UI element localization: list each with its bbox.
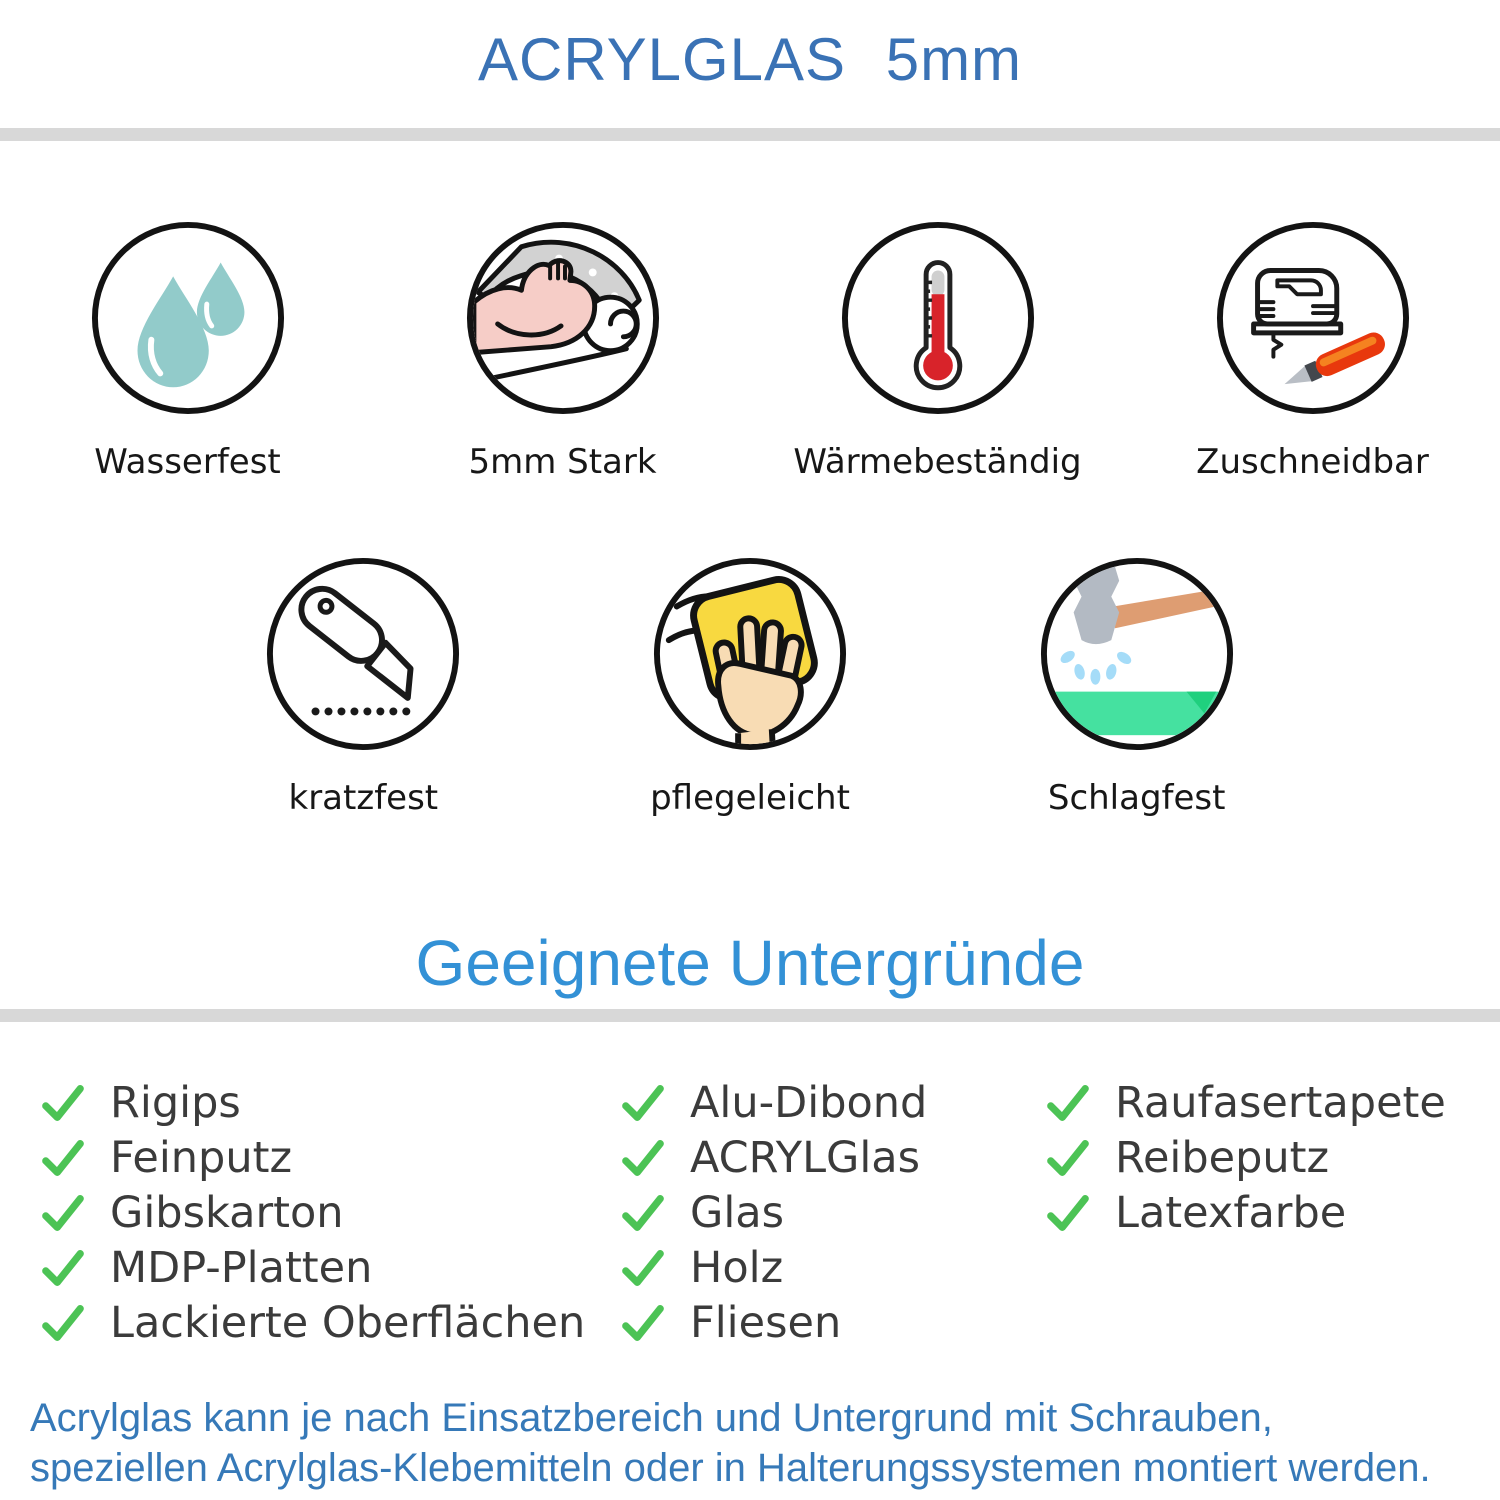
checkmark-icon bbox=[620, 1300, 666, 1346]
feature-label: Wärmebeständig bbox=[793, 442, 1082, 482]
substrate-label: Feinputz bbox=[110, 1133, 293, 1184]
feature-pflegeleicht bbox=[557, 555, 944, 819]
checkmark-icon bbox=[620, 1080, 666, 1126]
substrate-label: ACRYLGlas bbox=[690, 1133, 921, 1184]
substrate-label: Glas bbox=[690, 1188, 785, 1239]
substrate-item bbox=[40, 1131, 620, 1186]
feature-label: kratzfest bbox=[288, 778, 439, 818]
feature-label: pflegeleicht bbox=[650, 778, 850, 818]
substrate-item bbox=[620, 1296, 1045, 1351]
checkmark-icon bbox=[620, 1135, 666, 1181]
substrate-label: Raufasertapete bbox=[1115, 1078, 1446, 1129]
checkmark-icon bbox=[40, 1080, 86, 1126]
thermometer-icon bbox=[839, 219, 1037, 417]
feature-waermebestaendig bbox=[750, 219, 1125, 483]
substrate-label: Latexfarbe bbox=[1115, 1188, 1347, 1239]
substrate-item bbox=[620, 1241, 1045, 1296]
checkmark-icon bbox=[40, 1245, 86, 1291]
footer-line-2: speziellen Acrylglas-Klebemitteln oder in Halterungssystemen montiert werden. bbox=[30, 1445, 1431, 1490]
features-row-1 bbox=[0, 219, 1500, 483]
substrates-column-2 bbox=[620, 1076, 1045, 1351]
divider-middle bbox=[0, 1009, 1500, 1022]
checkmark-icon bbox=[40, 1190, 86, 1236]
jigsaw-cutter-icon bbox=[1214, 219, 1412, 417]
feature-schlagfest bbox=[943, 555, 1330, 819]
checkmark-icon bbox=[620, 1190, 666, 1236]
substrate-label: Alu-Dibond bbox=[690, 1078, 928, 1129]
feature-zuschneidbar bbox=[1125, 219, 1500, 483]
feature-label: Schlagfest bbox=[1047, 778, 1226, 818]
substrates-list bbox=[0, 1076, 1500, 1351]
substrate-label: Holz bbox=[690, 1243, 784, 1294]
substrate-label: Gibskarton bbox=[110, 1188, 344, 1239]
divider-top bbox=[0, 128, 1500, 141]
substrate-item bbox=[1045, 1131, 1500, 1186]
feature-label: Zuschneidbar bbox=[1196, 442, 1429, 482]
utility-knife-icon bbox=[264, 555, 462, 753]
features-row-2 bbox=[170, 555, 1330, 819]
substrate-item bbox=[40, 1296, 620, 1351]
checkmark-icon bbox=[40, 1300, 86, 1346]
substrate-item bbox=[620, 1131, 1045, 1186]
substrate-label: Fliesen bbox=[690, 1298, 842, 1349]
substrate-label: Lackierte Oberflächen bbox=[110, 1298, 586, 1349]
muscle-arm-icon bbox=[464, 219, 662, 417]
water-drops-icon bbox=[89, 219, 287, 417]
feature-label: 5mm Stark bbox=[468, 442, 657, 482]
checkmark-icon bbox=[620, 1245, 666, 1291]
checkmark-icon bbox=[1045, 1135, 1091, 1181]
checkmark-icon bbox=[1045, 1080, 1091, 1126]
substrates-column-1 bbox=[40, 1076, 620, 1351]
substrate-label: MDP-Platten bbox=[110, 1243, 373, 1294]
section-title: Geeignete Untergründe bbox=[415, 927, 1085, 999]
substrate-item bbox=[1045, 1076, 1500, 1131]
substrate-label: Reibeputz bbox=[1115, 1133, 1330, 1184]
checkmark-icon bbox=[1045, 1190, 1091, 1236]
footer-note bbox=[30, 1393, 1500, 1493]
feature-kratzfest bbox=[170, 555, 557, 819]
feature-5mm-stark bbox=[375, 219, 750, 483]
substrate-item bbox=[40, 1241, 620, 1296]
substrate-item bbox=[40, 1186, 620, 1241]
substrate-item bbox=[40, 1076, 620, 1131]
substrate-item bbox=[620, 1186, 1045, 1241]
substrate-label: Rigips bbox=[110, 1078, 241, 1129]
footer-line-1: Acrylglas kann je nach Einsatzbereich und Untergrund mit Schrauben, bbox=[30, 1395, 1273, 1440]
checkmark-icon bbox=[40, 1135, 86, 1181]
hammer-icon bbox=[1038, 555, 1236, 753]
wiping-hand-icon bbox=[651, 555, 849, 753]
page-title: ACRYLGLAS 5mm bbox=[477, 26, 1023, 93]
substrates-column-3 bbox=[1045, 1076, 1500, 1351]
substrate-item bbox=[620, 1076, 1045, 1131]
substrate-item bbox=[1045, 1186, 1500, 1241]
feature-wasserfest bbox=[0, 219, 375, 483]
feature-label: Wasserfest bbox=[94, 442, 281, 482]
